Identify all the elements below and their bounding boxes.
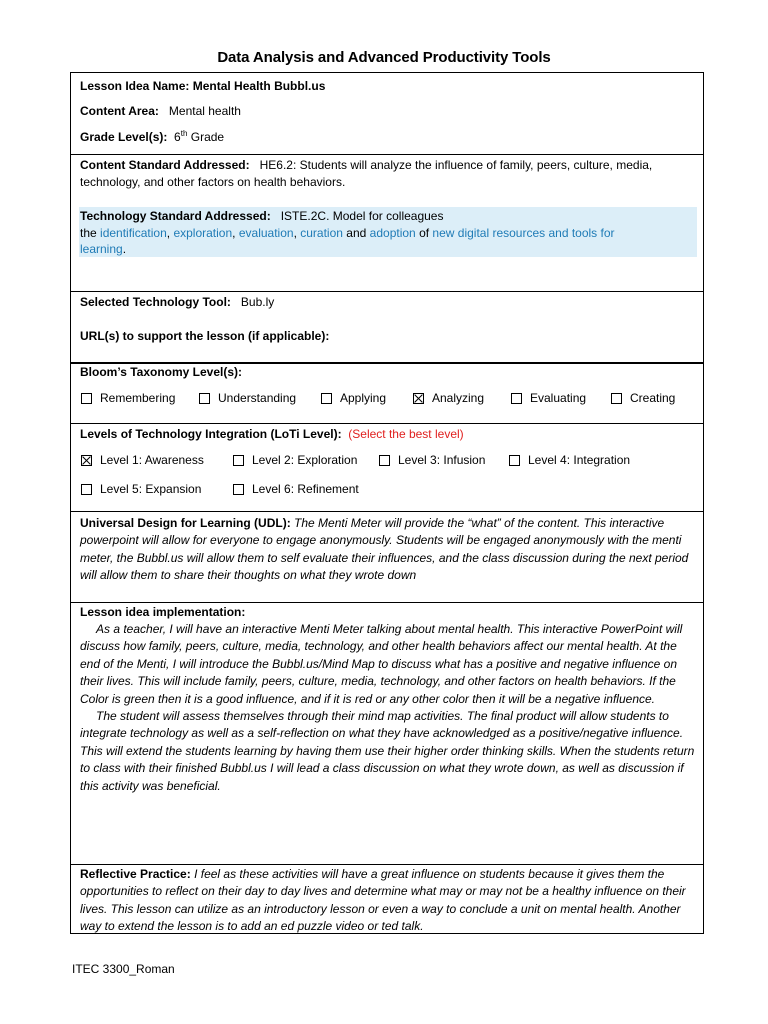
bloom-option-analyzing[interactable] [413,391,484,405]
tech-standard-line2 [80,225,615,241]
loti-option-level6[interactable] [233,482,359,496]
content-standard-text1: HE6.2: Students will analyze the influence of family, peers, culture, media, [259,158,653,172]
grade-level-suffix: th [180,129,188,138]
checkbox-icon [81,484,92,495]
loti-option-level2[interactable] [233,453,357,467]
checked-checkbox-icon [81,455,92,466]
link-learning[interactable]: learning [80,242,123,256]
tech-comma: , [293,226,297,240]
loti-option-label: Level 1: Awareness [100,453,204,467]
lesson-plan-table [70,72,704,934]
tech-standard-line3 [80,241,126,257]
blooms-section [71,364,703,424]
udl-label: Universal Design for Learning (UDL): [80,516,291,530]
tech-comma: , [166,226,171,240]
bloom-option-label: Evaluating [530,391,587,405]
implementation-para2: The student will assess themselves through their mind map activities. The final product will allow students to integrate technology as well as a self-reflection on what they have acknowledged as a positive/negative influence. This will extend the students learning by having them use their higher order thinking skills. When the students return to class with their finished Bubbl.us I will lead a class discussion on what they wrote down, as well as discussion if this activity was beneficial. [80,709,695,793]
loti-section [71,424,703,512]
reflective-label: Reflective Practice: [80,867,191,881]
technology-tool-section [71,292,703,364]
tech-comma: , [232,226,236,240]
loti-header [80,426,464,442]
checkbox-icon [81,393,92,404]
blooms-label: Bloom’s Taxonomy Level(s): [80,365,243,379]
content-standard-label: Content Standard Addressed: [80,158,250,172]
checkbox-icon [321,393,332,404]
footer-text: ITEC 3300_Roman [72,962,175,976]
tech-word-of: of [419,226,430,240]
content-standard-text2: technology, and other factors on health behaviors. [80,175,346,189]
checkbox-icon [379,455,390,466]
page-title: Data Analysis and Advanced Productivity Tools [217,49,551,66]
loti-option-level1[interactable] [81,453,204,467]
bloom-option-label: Applying [340,391,387,405]
tool-label: Selected Technology Tool: [80,295,231,309]
reflective-paragraph [80,866,696,936]
bloom-option-understanding[interactable] [199,391,296,405]
link-digital-resources[interactable]: new digital resources and tools for [432,226,615,240]
checkbox-icon [233,484,244,495]
bloom-option-evaluating[interactable] [511,391,586,405]
tech-standard-code: ISTE.2C. [280,209,330,223]
loti-option-label: Level 3: Infusion [398,453,486,467]
link-identification[interactable]: identification [100,226,167,240]
tech-word-the: the [80,226,97,240]
link-exploration[interactable]: exploration [173,226,233,240]
grade-level-word: Grade [190,130,225,144]
grade-level-label: Grade Level(s): [80,130,168,144]
reflective-section [71,865,703,933]
tech-standard-line1 [80,208,443,224]
tech-standard-text1: Model for colleagues [332,209,444,223]
bloom-option-label: Understanding [218,391,297,405]
lesson-info-section [71,73,703,155]
lesson-idea-label: Lesson Idea Name: [80,79,190,93]
reflective-text: I feel as these activities will have a great influence on students because it gives them the opportunities to reflect on their day to day lives and determine what may or may not be a healthy influence on their lives. This lesson can utilize as an introductory lesson or even a way to conclude a unit on mental health. Another way to extend the lesson is to add an ed puzzle video or ted talk. [80,867,686,934]
loti-label: Levels of Technology Integration (LoTi Level): [80,427,342,441]
tool-value: Bub.ly [240,295,275,309]
checkbox-icon [509,455,520,466]
loti-option-label: Level 6: Refinement [252,482,359,496]
implementation-label: Lesson idea implementation: [80,605,246,619]
content-area-row [80,103,241,119]
checkbox-icon [611,393,622,404]
bloom-option-creating[interactable] [611,391,675,405]
tech-period: . [122,242,127,256]
loti-option-level3[interactable] [379,453,485,467]
implementation-section [71,603,703,865]
content-area-value: Mental health [168,104,241,118]
loti-option-level4[interactable] [509,453,630,467]
bloom-option-remembering[interactable] [81,391,175,405]
bloom-option-applying[interactable] [321,391,386,405]
bloom-option-label: Analyzing [432,391,485,405]
tech-word-and: and [346,226,367,240]
checkbox-icon [233,455,244,466]
link-adoption[interactable]: adoption [369,226,416,240]
grade-level-number: 6 [174,130,181,144]
grade-level-row [80,129,224,145]
loti-option-label: Level 2: Exploration [252,453,358,467]
loti-note: (Select the best level) [348,427,464,441]
udl-text: The Menti Meter will provide the “what” of the content. This interactive powerpoint will allow for everyone to engage anonymously. Students will be engaged anonymously with the menti meter, the Bubbl.us will allow them to self evaluate their influences, and the class discussion during the next period will allow them to share their thoughts on what they wrote down [80,516,689,583]
udl-section [71,512,703,603]
lesson-idea-row [80,78,325,94]
link-curation[interactable]: curation [300,226,343,240]
checked-checkbox-icon [413,393,424,404]
loti-option-level5[interactable] [81,482,201,496]
checkbox-icon [199,393,210,404]
implementation-text [80,621,696,795]
tech-standard-label: Technology Standard Addressed: [80,209,271,223]
loti-option-label: Level 4: Integration [528,453,631,467]
lesson-idea-value: Mental Health Bubbl.us [192,79,326,93]
content-standard-line1 [80,157,652,173]
checkbox-icon [511,393,522,404]
loti-option-label: Level 5: Expansion [100,482,202,496]
bloom-option-label: Remembering [100,391,176,405]
implementation-para1: As a teacher, I will have an interactive Menti Meter talking about mental health. This interactive PowerPoint will discuss how family, peers, culture, media, technology, and other health behaviors affect our mental health. At the end of the Menti, I will introduce the Bubbl.us/Mind Map to discuss what has a positive and negative influence on their lives. This will include family, peers, culture, media, technology, and other factors on health behaviors. If the Color is green then it is a good influence, and if it is red or any other color then it will be a negative influence. [80,622,683,706]
udl-paragraph [80,515,696,585]
content-area-label: Content Area: [80,104,159,118]
link-evaluation[interactable]: evaluation [238,226,294,240]
url-label: URL(s) to support the lesson (if applicable): [80,329,330,343]
tool-row [80,294,274,310]
bloom-option-label: Creating [630,391,676,405]
standards-section [71,155,703,292]
